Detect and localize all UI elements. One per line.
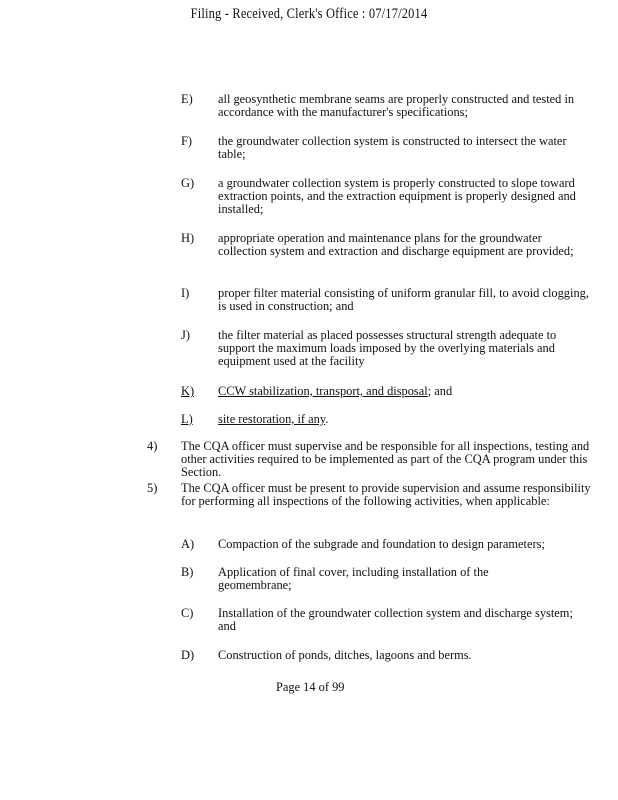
item-label: F) (181, 134, 193, 148)
item-label: A) (181, 537, 195, 551)
item-text: Application of final cover, including installation of the geomembrane; (218, 565, 489, 592)
underlined-text: CCW stabilization, transport, and disposal (218, 384, 428, 398)
item-label: G) (181, 176, 195, 190)
item-label: H) (181, 231, 195, 245)
page-number: Page 14 of 99 (276, 680, 345, 694)
item-text (218, 385, 593, 398)
item-label: 4) (147, 439, 158, 453)
item-text: proper filter material consisting of uniform granular fill, to avoid clogging, is used in construction; and (218, 286, 589, 313)
item-text: The CQA officer must be present to provide supervision and assume responsibility for performing all inspections of the following activities, when applicable: (181, 481, 591, 508)
item-text: all geosynthetic membrane seams are properly constructed and tested in accordance with the manufacturer's specifications; (218, 92, 575, 119)
item-text (218, 413, 593, 426)
item-text: Installation of the groundwater collection system and discharge system; and (218, 606, 573, 633)
item-text: the filter material as placed possesses structural strength adequate to support the maximum loads imposed by the overlying materials and equipment used at the facility (218, 328, 557, 368)
item-text: the groundwater collection system is constructed to intersect the water table; (218, 134, 567, 161)
trailing-text: ; and (427, 384, 453, 398)
item-label: C) (181, 606, 194, 620)
item-label: B) (181, 565, 194, 579)
item-text: Construction of ponds, ditches, lagoons and berms. (218, 648, 472, 662)
item-text: appropriate operation and maintenance plans for the groundwater collection system and extraction and discharge equipment are provided; (218, 231, 574, 258)
item-label: J) (181, 328, 190, 342)
item-label: K) (181, 384, 195, 398)
item-label: E) (181, 92, 193, 106)
underlined-text: site restoration, if any (218, 412, 326, 426)
item-label: D) (181, 648, 195, 662)
item-text: a groundwater collection system is properly constructed to slope toward extraction points, and the extraction equipment is properly designed and installed; (218, 176, 576, 216)
item-text: Compaction of the subgrade and foundation to design parameters; (218, 537, 545, 551)
item-label: 5) (147, 481, 158, 495)
filing-stamp-header: Filing - Received, Clerk's Office : 07/17/2014 (190, 6, 428, 22)
item-text: The CQA officer must supervise and be responsible for all inspections, testing and other activities required to be implemented as part of the CQA program under this Section. (181, 439, 590, 479)
item-label: I) (181, 286, 190, 300)
trailing-text: . (325, 412, 329, 426)
item-label: L) (181, 412, 193, 426)
